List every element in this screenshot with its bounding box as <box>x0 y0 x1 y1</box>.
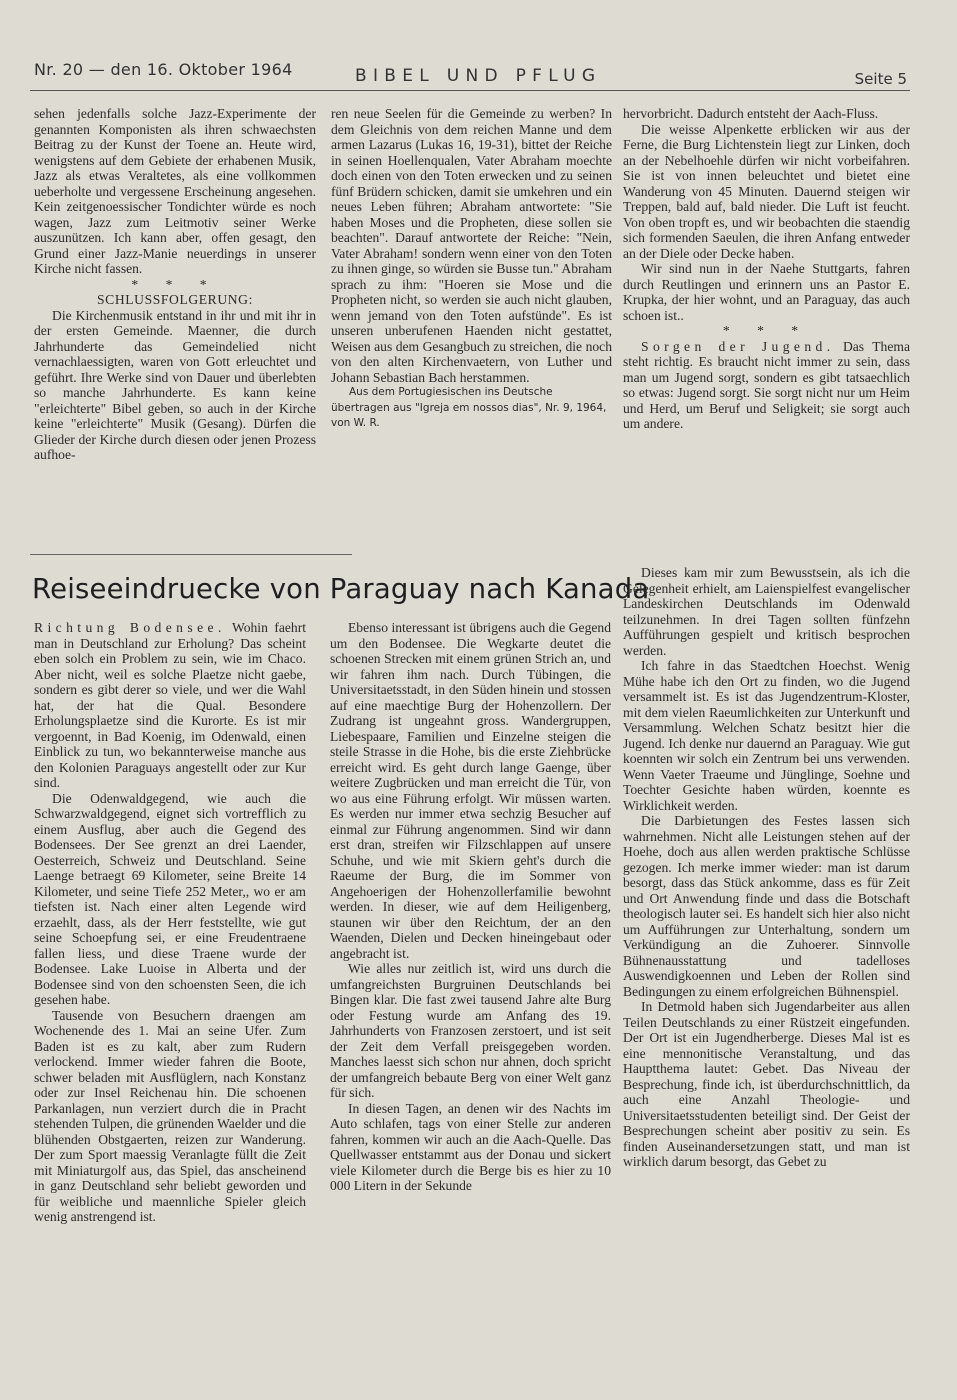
section-separator: * * * <box>722 323 811 338</box>
page-header <box>0 0 957 100</box>
paragraph: hervorbricht. Dadurch entsteht der Aach-Fluss. <box>623 106 879 121</box>
header-rule <box>30 90 910 91</box>
article-column-1 <box>34 620 306 1225</box>
paragraph-text: Wohin faehrt man in Deutschland zur Erholung? Das scheint eben solch ein Problem zu sein, wie im Chaco. Aber nicht, weil es solche Plaetze nicht gaebe, sondern es gibt derer so viele, und wer die Wahl hat, der hat die Qual. Besondere Erholungsplaetze sind die Kurorte. Es ist mir vergoennt, in Bad Koenig, im Odenwald, einen Einblick zu tun, wo bekannterweise manche aus den Kolonien Paraguays angestellt oder zur Kur sind. <box>34 620 307 790</box>
paragraph: sehen jedenfalls solche Jazz-Experimente der genannten Komponisten als ihren schwaechsten Beitrag zu der Kunst der Toene an. Heute wird, wenigstens auf dem Gebiete der erhabenen Musik, Jazz als etwas Veraltetes, als eine vollkommen ueberholte und vergessene Erscheinung angesehen. Kein zeitgenoessischer Tondichter würde es noch wagen, Jazz zum Leitmotiv seiner Werke auszunützen. Ich kann aber, offen gesagt, den Grund einer Jazz-Manie neuerdings in unserer Kirche nicht fassen. <box>34 106 316 276</box>
paragraph: ren neue Seelen für die Gemeinde zu werben? In dem Gleichnis von dem reichen Manne und dem armen Lazarus (Lukas 16, 19-31), bittet der Reiche in seinen Hoellenqualen, Vater Abraham moechte doch einen von den Toten erwecken und zu seinen fünf Brüdern schicken, damit sie umkehren und ein neues Leben führen; Abraham antwortete: "Sie haben Moses und die Propheten, diese sollen sie beachten". Darauf antwortete der Reiche: "Nein, Vater Abraham! sondern wenn einer von den Toten zu ihnen ginge, so würden sie Busse tun." Abraham sprach zu ihm: "Hoeren sie Mose und die Propheten nicht, so werden sie auch nicht glauben, wenn jemand von den Toten aufstünde". Es ist unseren unberufenen Haenden nicht gestattet, Weisen aus dem Gesangbuch zu streichen, die noch von den alten Kirchenvaetern, von Luther und Johann Sebastian Bach herstammen. <box>331 106 612 385</box>
paragraph: Ich fahre in das Staedtchen Hoechst. Wenig Mühe habe ich den Ort zu finden, wo die Jugend versammelt ist. Es ist das Jugendzentrum-Kloster, mit dem vielen Raeumlichkeiten zur Unterkunft und Versammlung. Welchen Schatz besitzt hier die Jugend. Ich denke nur dauernd an Paraguay. Wie gut koennten wir solch ein Zentrum bei uns verwenden. Wenn Vaeter Traeume und Jünglinge, Soehne und Toechter Gesichte haben würden, koennte es Wirklichkeit werden. <box>623 658 910 813</box>
top-column-3 <box>623 106 910 432</box>
top-column-2 <box>331 106 612 432</box>
page-number: Seite 5 <box>854 70 907 88</box>
paragraph: Ebenso interessant ist übrigens auch die Gegend um den Bodensee. Die Wegkarte deutet die schoenen Strecken mit einem grünen Strich an, und wir fahren ihm nach. Durch Tübingen, die Universitaetsstadt, in den Süden hinein und stossen auf eine maechtige Burg der Hohenzollern. Der Zudrang ist ungeahnt gross. Wandergruppen, Liebespaare, Familien und Einzelne steigen die steile Strasse in die Hohe, bis die erste Ziehbrücke erreicht wird. Es geht durch lange Gaenge, über weitere Zugbrücken und man erreicht die Tür, von wo aus eine Führung erfolgt. Wir müssen warten. Es werden nur immer etwa sechzig Besucher auf einmal zur Führung angenommen. Sind wir dann erst dran, streifen wir Filzschlappen auf unsere Schuhe, und wie mit Skiern geht's durch die Raeume der Burg, die im Sommer von Angehoerigen der Hohenzollerfamilie bewohnt werden. In dieser, wie auf dem Heiligenberg, staunen wir über den Reichtum, der an den Waenden, Dielen und Decken hineingebaut oder angebracht ist. <box>330 620 611 961</box>
section-heading: SCHLUSSFOLGERUNG: <box>97 292 253 307</box>
paragraph: Dieses kam mir zum Bewusstsein, als ich die Gelegenheit erhielt, am Laienspielfest evangelischer Landeskirchen Deutschlands im Odenwald teilzunehmen. In drei Tagen sollten fünfzehn Aufführungen gespielt und kritisch besprochen werden. <box>623 565 910 658</box>
paragraph <box>34 620 306 791</box>
paragraph: Wie alles nur zeitlich ist, wird uns durch die umfangreichsten Burgruinen Deutschlands bei Bingen klar. Die fast zwei tausend Jahre alte Burg oder Festung wurde am Anfang des 19. Jahrhunderts von Franzosen zerstoert, und ist seit der Zeit dem Verfall preisgegeben worden. Manches laesst sich schon nur ahnen, doch spricht der umfangreich bebaute Berg von einer Welt ganz für sich. <box>330 961 611 1100</box>
paragraph: Die weisse Alpenkette erblicken wir aus der Ferne, die Burg Lichtenstein liegt zur Linken, doch an der Nebelhoehle dürfen wir nicht vorbeifahren. Sie ist von innen beleuchtet und bietet eine Wanderung von 45 Minuten. Dauernd steigen wir Treppen, bald auf, bald nieder. Die Luft ist feucht. Von oben tropft es, und wir beobachten die staendig sich formenden Saeulen, die ihren Anfang entweder an der Diele oder Decke haben. <box>623 121 910 261</box>
paragraph: Tausende von Besuchern draengen am Wochenende des 1. Mai an seine Ufer. Zum Baden ist es zu kalt, aber zum Rudern verlockend. Immer wieder fahren die Boote, schwer beladen mit Ausflüglern, nach Konstanz oder zur Insel Reichenau hin. Die schoenen Parkanlagen, nun verziert durch die in Pracht stehenden Tulpen, die grünenden Waelder und die blühenden Obstgaerten, reizen zur Wanderung. Der zum Sport maessig Veranlagte füllt die Zeit mit Miniaturgolf aus, das Spiel, das anscheinend in ganz Deutschland sehr beliebt geworden und für weibliche und maennliche Spieler gleich wenig anstrengend ist. <box>34 1007 306 1224</box>
article-rule <box>30 554 352 555</box>
paragraph-text: Das Thema steht richtig. Es braucht nicht immer zu sein, dass man um Jugend sorgt, sondern es gibt tatsaechlich so etwas: Jugend sorgt. Sie sorgt nicht nur um Heim und Herd, um Beruf und Seligkeit; sie sorgt auch um andere. <box>623 338 910 431</box>
paragraph: Wir sind nun in der Naehe Stuttgarts, fahren durch Reutlingen und erinnern uns an Pastor E. Krupka, der hier wohnt, und an Paraguay, das auch schoen ist.. <box>623 261 910 323</box>
paragraph: Die Kirchenmusik entstand in ihr und mit ihr in der ersten Gemeinde. Maenner, die durch Jahrhunderte das Gemeindelied nicht vernachlaessigten, waren von Gott erleuchtet und geführt. Ihre Werke sind von Dauer und überlebten so manche Jahrhunderte. Es kann keine "erleichterte" Bibel geben, so auch in der Kirche keine "erleichterte" Musik (Gesang). Dürfen die Glieder der Kirche durch diesen oder jenen Prozess aufhoe- <box>34 307 316 462</box>
article-title: Reiseeindruecke von Paraguay nach Kanada <box>32 573 650 605</box>
top-column-1 <box>34 106 316 463</box>
section-separator: * * * <box>131 276 219 292</box>
paragraph-lead: Sorgen der Jugend. <box>641 338 835 354</box>
translation-note: Aus dem Portugiesischen ins Deutsche übertragen aus "Igreja em nossos dias", Nr. 9, 1964, von W. R. <box>331 386 607 429</box>
article-column-3 <box>623 565 910 1170</box>
paragraph: In Detmold haben sich Jugendarbeiter aus allen Teilen Deutschlands zu einer Rüstzeit eingefunden. Der Ort ist ein Jugendherberge. Dieses Mal ist es eine mennonitische Veranstaltung, und das Hauptthema lautet: Gebet. Das Niveau der Besprechung, finde ich, ist überdurchschnittlich, da auch eine Anzahl Theologie- und Universitaetsstudenten beteiligt sind. Der Geist der Besprechungen scheint aber positiv zu sein. Es finden Auseinandersetzungen statt, und man ist wirklich darum besorgt, das Gebet zu <box>623 999 910 1169</box>
paragraph: Die Odenwaldgegend, wie auch die Schwarzwaldgegend, eignet sich vortrefflich zu einem Ausflug, aber auch die Gegend des Bodensees. Der See grenzt an drei Laender, Oesterreich, Schweiz und Deutschland. Seine Laenge betraegt 69 Kilometer, seine Breite 14 Kilometer, und seine Tiefe 252 Meter,, wo er am tiefsten ist. Nach einer alten Legende wird erzaehlt, dass, als der Herr feststellte, wie gut seine Schoepfung sei, er eine Freudentraene fallen liess, und diese Traene wurde der Bodensee. Lake Luoise in Alberta und der Bodensee sind von den schoensten Seen, die ich gesehen habe. <box>34 790 306 1007</box>
paragraph <box>623 339 910 432</box>
article-column-2 <box>330 620 611 1194</box>
paragraph-lead: Richtung Bodensee. <box>34 620 226 635</box>
publication-title: BIBEL UND PFLUG <box>355 66 602 86</box>
paragraph: In diesen Tagen, an denen wir des Nachts im Auto schlafen, tags von einer Stelle zur anderen fahren, kommen wir auch an die Aach-Quelle. Das Quellwasser entstammt aus der Donau und sickert viele Kilometer durch die Berge bis es hier zu 10 000 Litern in der Sekunde <box>330 1100 611 1193</box>
paragraph: Die Darbietungen des Festes lassen sich wahrnehmen. Nicht alle Leistungen stehen auf der Hoehe, doch aus allen werden praktische Schlüsse gezogen. Ich merke immer wieder: man ist darum besorgt, dass das Stück ankomme, dass es für Zeit und Ort Anwendung finde und dass die Botschaft theologisch lauter sei. Es handelt sich hier also nicht um Aufführungen zur Unterhaltung, sondern um Verkündigung an die Zuhoerer. Sinnvolle Bühnenausstattung und tadelloses Auswendigkoennen und Leben der Rollen sind Bedingungen zu einem erfolgreichen Bühnenspiel. <box>623 813 910 999</box>
issue-date: Nr. 20 — den 16. Oktober 1964 <box>34 60 293 79</box>
